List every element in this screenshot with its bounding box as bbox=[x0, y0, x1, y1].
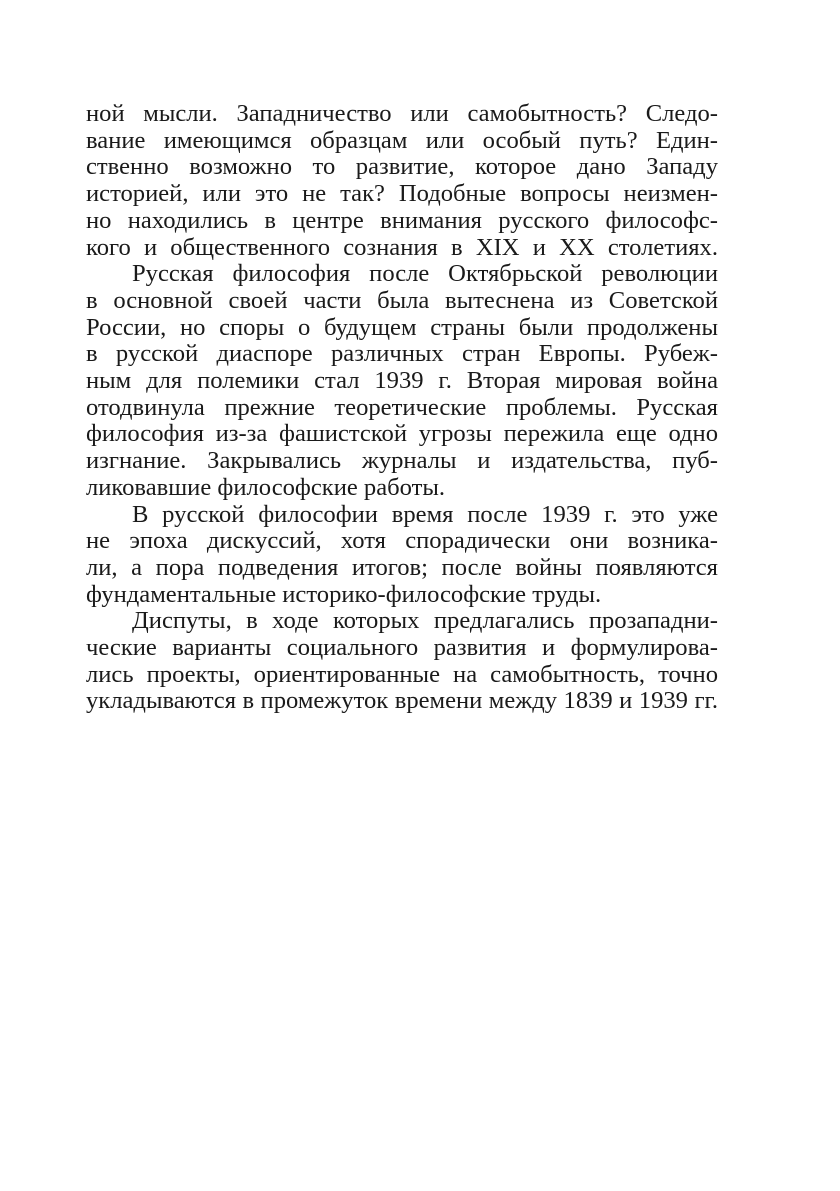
text-line: Русская философия после Октябрьской революции bbox=[132, 260, 718, 288]
text-line: ческие варианты социального развития и формулирова- bbox=[86, 634, 718, 662]
paragraph-1 bbox=[86, 101, 718, 261]
text-line: вание имеющимся образцам или особый путь? Един- bbox=[86, 126, 718, 154]
paragraph-2 bbox=[86, 261, 718, 501]
text-line: В русской философии время после 1939 г. это уже bbox=[132, 500, 718, 528]
text-line: философия из-за фашистской угрозы пережила еще одно bbox=[86, 420, 718, 448]
text-line: ли, а пора подведения итогов; после войны появляются bbox=[86, 553, 718, 581]
text-line: историей, или это не так? Подобные вопросы неизмен- bbox=[86, 180, 718, 208]
text-line: не эпоха дискуссий, хотя спорадически они возника- bbox=[86, 527, 718, 555]
paragraph-4 bbox=[86, 608, 718, 715]
text-line: отодвинула прежние теоретические проблемы. Русская bbox=[86, 393, 718, 421]
text-line: кого и общественного сознания в XIX и XX столетиях. bbox=[86, 233, 718, 261]
text-line: ликовавшие философские работы. bbox=[86, 473, 446, 501]
text-line: ным для полемики стал 1939 г. Вторая мировая война bbox=[86, 367, 718, 395]
body-text bbox=[86, 101, 718, 715]
text-line: лись проекты, ориентированные на самобытность, точно bbox=[86, 660, 718, 688]
text-line: изгнание. Закрывались журналы и издательства, пуб- bbox=[86, 447, 718, 475]
text-line: ственно возможно то развитие, которое дано Западу bbox=[86, 153, 718, 181]
text-line: укладываются в промежуток времени между 1839 и 1939 гг. bbox=[86, 687, 718, 715]
text-line: в русской диаспоре различных стран Европы. Рубеж- bbox=[86, 340, 718, 368]
text-line: Диспуты, в ходе которых предлагались прозападни- bbox=[132, 607, 718, 635]
text-line: фундаментальные историко-философские труды. bbox=[86, 580, 602, 608]
text-line: в основной своей части была вытеснена из Советской bbox=[86, 286, 718, 314]
text-line: России, но споры о будущем страны были продолжены bbox=[86, 313, 718, 341]
text-line: но находились в центре внимания русского философс- bbox=[86, 206, 718, 234]
paragraph-3 bbox=[86, 502, 718, 609]
text-line: ной мысли. Западничество или самобытность? Следо- bbox=[86, 100, 718, 127]
